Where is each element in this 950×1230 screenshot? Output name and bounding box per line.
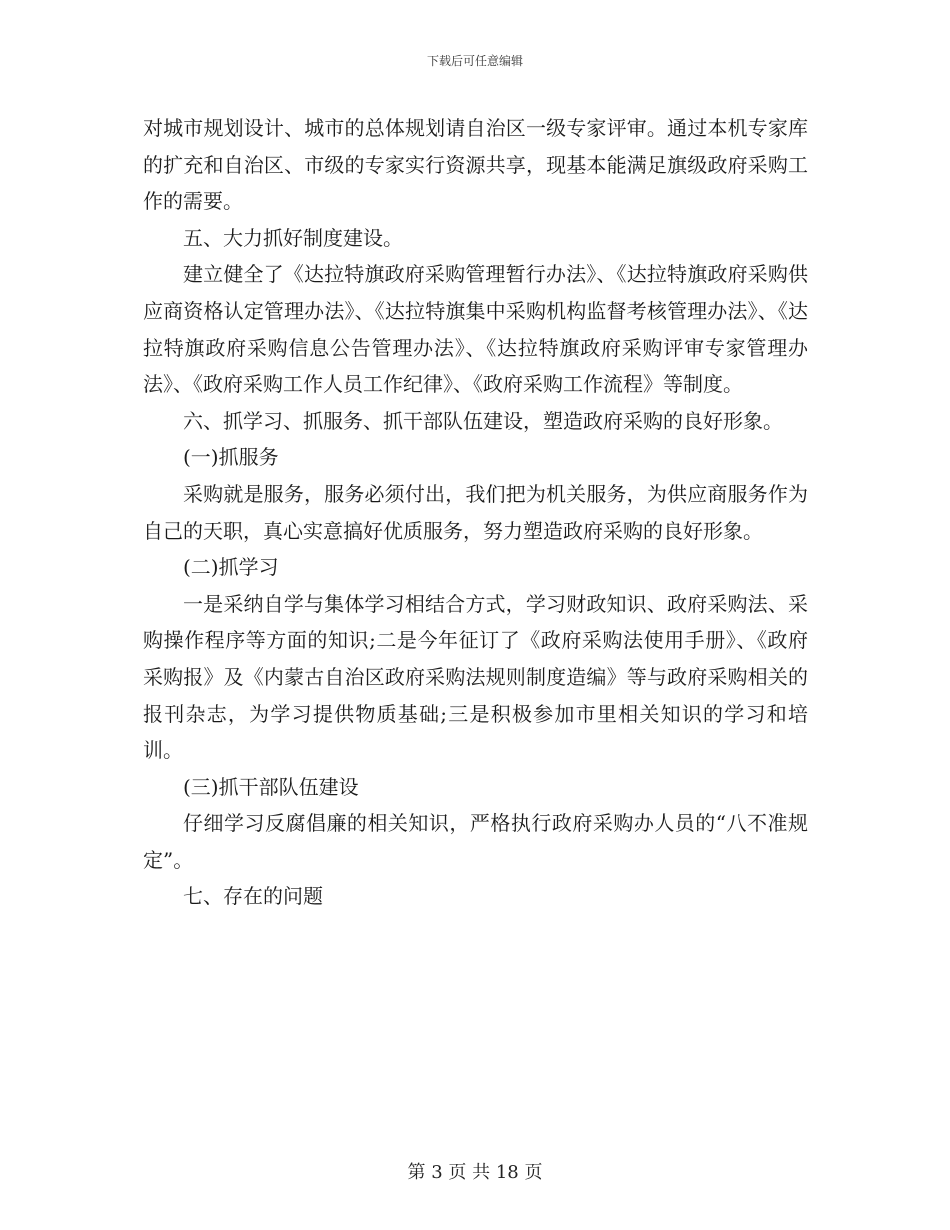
paragraph: 仔细学习反腐倡廉的相关知识，严格执行政府采购办人员的“八不准规定”。 bbox=[143, 811, 808, 872]
document-body bbox=[143, 110, 808, 915]
section-heading: 六、抓学习、抓服务、抓干部队伍建设，塑造政府采购的良好形象。 bbox=[183, 408, 783, 433]
page-header: 下载后可任意编辑 bbox=[426, 54, 523, 68]
subsection-heading: (三)抓干部队伍建设 bbox=[183, 774, 359, 799]
paragraph: 一是采纳自学与集体学习相结合方式，学习财政知识、政府采购法、采购操作程序等方面的知识;二是今年征订了《政府采购法使用手册》、《政府采购报》及《内蒙古自治区政府采购法规则制度造编》等与政府采购相关的报刊杂志，为学习提供物质基础;三是积极参加市里相关知识的学习和培训。 bbox=[143, 591, 808, 763]
page-number: 第 3 页 共 18 页 bbox=[407, 1162, 543, 1183]
section-heading: 七、存在的问题 bbox=[183, 884, 323, 909]
paragraph: 对城市规划设计、城市的总体规划请自治区一级专家评审。通过本机专家库的扩充和自治区、市级的专家实行资源共享，现基本能满足旗级政府采购工作的需要。 bbox=[143, 116, 808, 214]
paragraph: 采购就是服务，服务必须付出，我们把为机关服务，为供应商服务作为自己的天职，真心实意搞好优质服务，努力塑造政府采购的良好形象。 bbox=[143, 481, 808, 543]
section-heading: 五、大力抓好制度建设。 bbox=[183, 225, 403, 250]
subsection-heading: (一)抓服务 bbox=[183, 445, 279, 470]
subsection-heading: (二)抓学习 bbox=[183, 555, 279, 580]
paragraph: 建立健全了《达拉特旗政府采购管理暂行办法》、《达拉特旗政府采购供应商资格认定管理办法》、《达拉特旗集中采购机构监督考核管理办法》、《达拉特旗政府采购信息公告管理办法》、《达拉特旗政府采购评审专家管理办法》、《政府采购工作人员工作纪律》、《政府采购工作流程》等制度。 bbox=[143, 262, 808, 397]
